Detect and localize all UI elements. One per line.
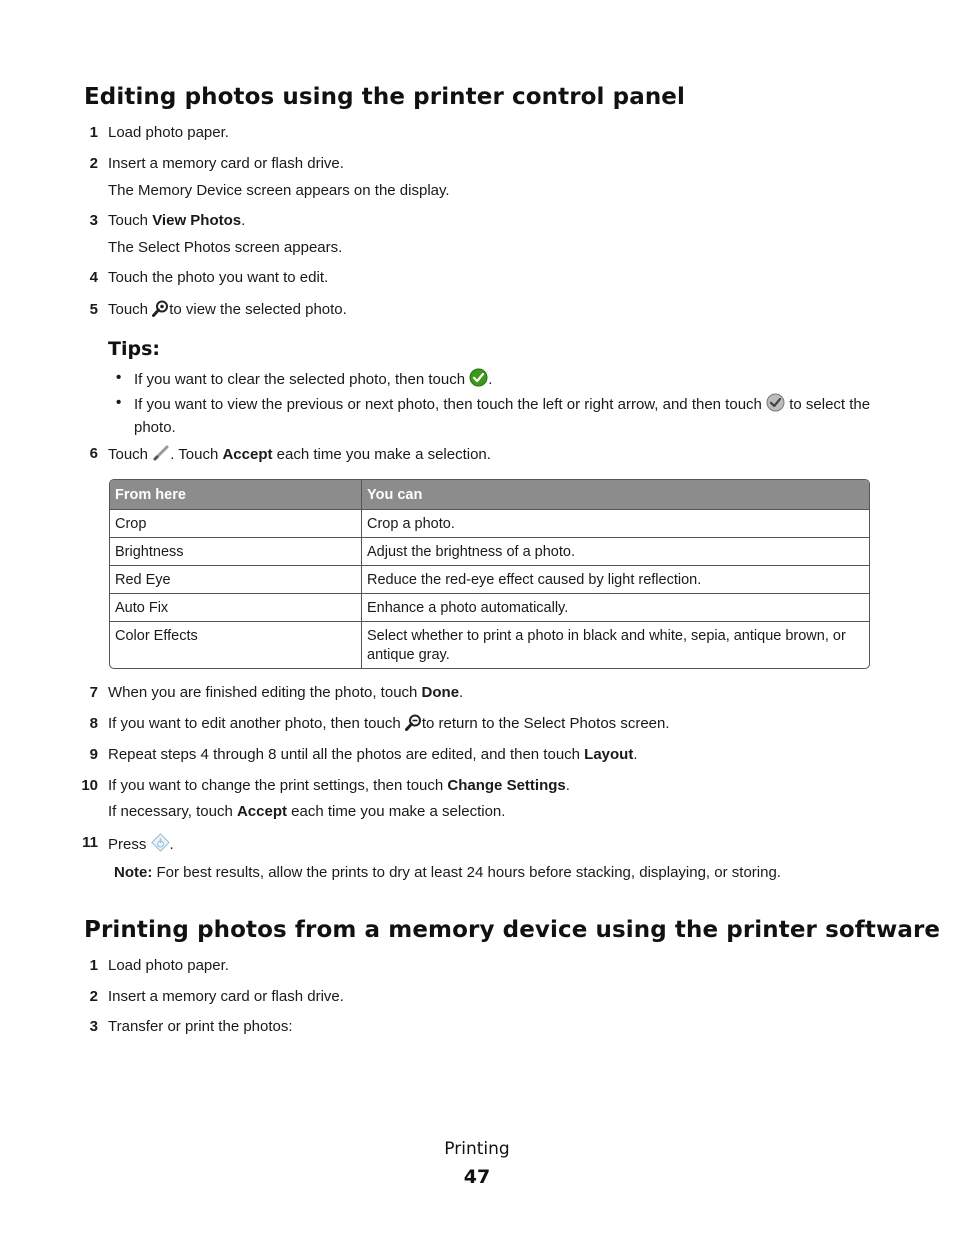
step-number: 8 — [89, 715, 98, 732]
step-3 — [70, 211, 890, 231]
step-text: Touch View Photos. — [108, 212, 246, 229]
step-number: 1 — [89, 957, 98, 974]
step-text: Repeat steps 4 through 8 until all the photos are edited, and then touch Layout. — [108, 746, 638, 763]
step-number: 7 — [89, 684, 98, 701]
table-row — [110, 566, 869, 594]
step-text: Load photo paper. — [108, 124, 229, 141]
table-cell: Enhance a photo automatically. — [362, 594, 869, 622]
step-10-note: If necessary, touch Accept each time you make a selection. — [108, 803, 506, 820]
start-diamond-icon — [151, 833, 170, 858]
step-3 — [70, 1017, 890, 1037]
step-text: When you are finished editing the photo, touch Done. — [108, 684, 464, 701]
note-text: For best results, allow the prints to dry at least 24 hours before stacking, displaying, or storing. — [152, 864, 781, 881]
bullet-dot: • — [116, 369, 122, 386]
step-3-result: The Select Photos screen appears. — [108, 239, 343, 256]
step-text: Insert a memory card or flash drive. — [108, 988, 344, 1005]
table-cell: Auto Fix — [110, 594, 362, 622]
step-number: 9 — [89, 746, 98, 763]
step-number: 10 — [81, 777, 98, 794]
table-cell: Adjust the brightness of a photo. — [362, 538, 869, 566]
step-number: 11 — [82, 834, 98, 851]
table-row — [110, 538, 869, 566]
step-9 — [70, 745, 890, 765]
step-5 — [70, 300, 890, 320]
done-label: Done — [421, 684, 460, 701]
step-number: 4 — [89, 269, 98, 286]
table-row — [110, 594, 869, 622]
step-7 — [70, 683, 890, 703]
step-text: Touch to view the selected photo. — [108, 300, 347, 323]
zoom-out-magnifier-icon — [405, 714, 422, 737]
table-cell: Crop a photo. — [362, 510, 869, 538]
note-label: Note: — [114, 864, 153, 881]
section-title-printing: Printing photos from a memory device using the printer software — [84, 917, 941, 943]
step-number: 1 — [89, 124, 98, 141]
step-number: 3 — [89, 1018, 98, 1035]
step-6 — [70, 444, 890, 464]
step-number: 3 — [89, 212, 98, 229]
table-row — [110, 622, 869, 668]
tips-heading: Tips: — [108, 338, 160, 360]
step-11 — [70, 833, 890, 853]
step-2-result: The Memory Device screen appears on the display. — [108, 182, 450, 199]
table-cell: Brightness — [110, 538, 362, 566]
step-text: If you want to change the print settings, then touch Change Settings. — [108, 777, 570, 794]
step-2 — [70, 154, 890, 174]
table-cell: Red Eye — [110, 566, 362, 594]
step-1 — [70, 123, 890, 143]
table-cell: Reduce the red-eye effect caused by light reflection. — [362, 566, 869, 594]
section-title-editing: Editing photos using the printer control panel — [84, 84, 685, 110]
step-text: Press . — [108, 833, 174, 858]
bullet-dot: • — [116, 394, 122, 411]
step-number: 2 — [89, 155, 98, 172]
column-header: You can — [362, 480, 869, 510]
column-header: From here — [110, 480, 362, 510]
pencil-icon — [152, 444, 170, 468]
step-8 — [70, 714, 890, 734]
accept-label: Accept — [222, 446, 273, 463]
step-text: Touch . Touch Accept each time you make a selection. — [108, 444, 491, 468]
step-10 — [70, 776, 890, 796]
edit-options-table — [109, 479, 870, 669]
layout-label: Layout — [584, 746, 634, 763]
step-2 — [70, 987, 890, 1007]
green-check-icon — [469, 368, 488, 393]
step-text: Load photo paper. — [108, 957, 229, 974]
table-cell: Select whether to print a photo in black and white, sepia, antique brown, or antique gray. — [367, 628, 846, 663]
table-cell: Crop — [110, 510, 362, 538]
table-header-row — [110, 480, 869, 510]
step-4 — [70, 268, 890, 288]
footer-chapter: Printing — [444, 1139, 510, 1159]
step-text: Insert a memory card or flash drive. — [108, 155, 344, 172]
magnifier-icon — [152, 300, 169, 323]
step-text: Transfer or print the photos: — [108, 1018, 293, 1035]
view-photos-label: View Photos — [152, 212, 242, 229]
table-cell: Color Effects — [110, 622, 362, 668]
note — [114, 863, 781, 883]
step-text: If you want to edit another photo, then touch to return to the Select Photos screen. — [108, 714, 670, 737]
table-row — [110, 510, 869, 538]
step-number: 5 — [89, 301, 98, 318]
change-settings-label: Change Settings — [447, 777, 566, 794]
step-text: Touch the photo you want to edit. — [108, 269, 329, 286]
step-number: 6 — [89, 445, 98, 462]
page-number: 47 — [463, 1166, 491, 1188]
gray-check-icon — [766, 393, 785, 418]
accept-label: Accept — [236, 803, 287, 820]
step-number: 2 — [89, 988, 98, 1005]
step-1 — [70, 956, 890, 976]
